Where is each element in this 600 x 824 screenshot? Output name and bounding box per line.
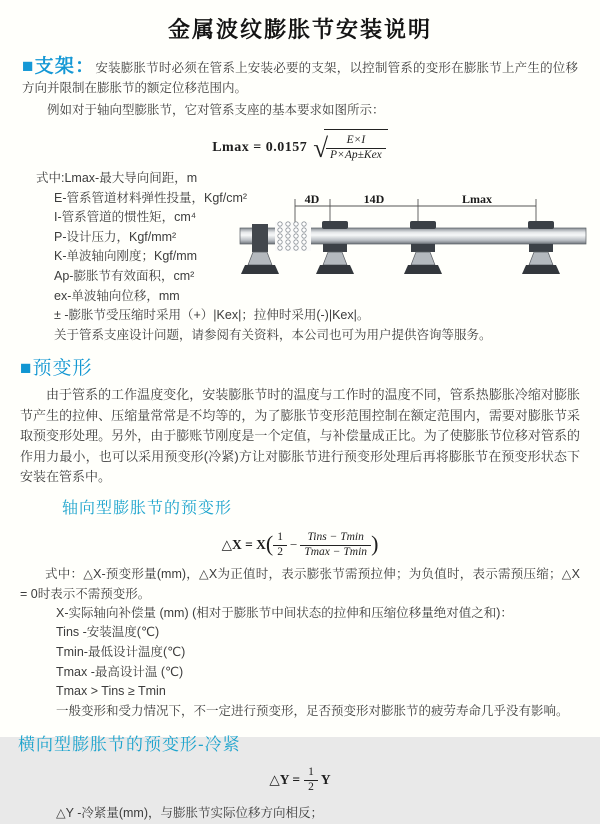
page-title: 金属波纹膨胀节安装说明 — [167, 17, 432, 42]
predeform-section-heading: ■预变形 — [20, 358, 93, 380]
dimension-label-4d: 4D — [304, 192, 320, 206]
bellows-section — [275, 222, 311, 251]
close-paren: ) — [371, 530, 379, 556]
definition-line: Tmax > Tins ≥ Tmin — [56, 684, 166, 699]
definition-line: Tmin-最低设计温度(℃) — [56, 645, 186, 660]
lateral-formula-note: △Y -冷紧量(mm)，与膨胀节实际位移方向相反； — [56, 806, 324, 821]
axial-formula-note: 式中：△X-预变形量(mm)，△X为正值时，表示膨张节需预拉伸；为负值时，表示需预压缩；△X = 0时表示不需预变形。 — [20, 566, 580, 601]
open-paren: ( — [265, 530, 274, 556]
support-intro-text: 安装膨胀节时必须在管系上安装必要的支架，以控制管系的变形在膨胀节上产生的位移方向并限制在膨胀节的额定位移范围内。 — [22, 61, 578, 95]
minus-sign: − — [290, 536, 298, 552]
formula-dy-rhs: Y — [320, 772, 331, 788]
support-example-line: 例如对于轴向型膨胀节，它对管系支座的基本要求如图所示： — [47, 103, 385, 117]
definition-line: ± -膨胀节受压缩时采用（+）|Kex|；拉伸时采用(-)|Kex|。 — [54, 308, 370, 323]
dimension-label-14d: 14D — [363, 192, 385, 206]
definition-line: 关于管系支座设计问题，请参阅有关资料，本公司也可为用户提供咨询等服务。 — [54, 327, 492, 342]
formula-delta-x — [0, 528, 600, 560]
definition-line: 一般变形和受力情况下，不一定进行预变形，足否预变形对膨胀节的疲劳寿命几乎没有影响。 — [56, 703, 569, 718]
formula-dy-num: 1 — [304, 766, 318, 781]
formula-lmax — [0, 129, 600, 163]
formula-dx-half-num: 1 — [273, 531, 287, 546]
formula-dy-den: 2 — [308, 781, 314, 794]
formula-lmax-lhs: Lmax = 0.0157 — [212, 139, 308, 155]
definition-line: P-设计压力，Kgf/mm² — [54, 229, 177, 244]
axial-definitions-list — [0, 604, 600, 722]
support-section-heading: ■支架： — [22, 56, 96, 77]
definition-line: Tins -安装温度(℃) — [56, 625, 160, 640]
lateral-note-block — [0, 804, 600, 824]
radical-sign: √ — [313, 133, 329, 163]
formula-dx-lhs: △X = X — [221, 536, 266, 552]
pipe-support-diagram — [238, 190, 590, 287]
definition-line: ex-单波轴向位移，mm — [54, 288, 180, 303]
definition-line: Ap-膨胀节有效面积，cm² — [54, 268, 195, 283]
definition-line: X-实际轴向补偿量 (mm) (相对于膨胀节中间状态的拉伸和压缩位移量绝对值之和)： — [56, 605, 513, 620]
lateral-predeform-heading: 横向型膨胀节的预变形-冷紧 — [18, 735, 241, 755]
formula-lmax-denominator: P×Ap±Kex — [330, 148, 382, 161]
formula-delta-y — [0, 765, 600, 795]
formula-lmax-numerator: E×I — [326, 134, 386, 149]
formula-dx-den: Tmax − Tmin — [304, 545, 368, 558]
formula-dx-half-den: 2 — [277, 545, 283, 558]
formula-dy-lhs: △Y = — [269, 772, 301, 788]
dimension-label-lmax: Lmax — [462, 192, 492, 206]
definition-line: 式中:Lmax-最大导向间距，m — [36, 171, 198, 185]
definition-line: K-单波轴向刚度；Kgf/mm — [54, 249, 198, 264]
axial-predeform-heading: 轴向型膨胀节的预变形 — [62, 499, 233, 517]
predeform-paragraph: 由于管系的工作温度变化，安装膨胀节时的温度与工作时的温度不同，管系热膨胀冷缩对膨胀节产生的拉伸、压缩量常常是不均等的，为了膨胀节变形范围控制在额定范围内，需要对膨胀节采取预变形处理。另外，由于膨账节刚度是一个定值，与补偿量成正比。为了使膨胀节位移对管系的作用力最小，也可以采用预变形(冷紧)方让对膨胀节进行预变形处理后再将膨胀节在预变形状态下安装在管系中。 — [20, 387, 580, 485]
support-intro-paragraph — [22, 57, 578, 98]
definition-line: I-管系管道的惯性矩，cm⁴ — [54, 210, 197, 225]
formula-lmax-radicand — [324, 129, 388, 165]
definition-line: Tmax -最高设计温 (℃) — [56, 664, 184, 679]
definition-line: E-管系管道材料弹性投量，Kgf/cm² — [54, 190, 248, 205]
formula-dx-num: Tins − Tmin — [300, 531, 371, 546]
